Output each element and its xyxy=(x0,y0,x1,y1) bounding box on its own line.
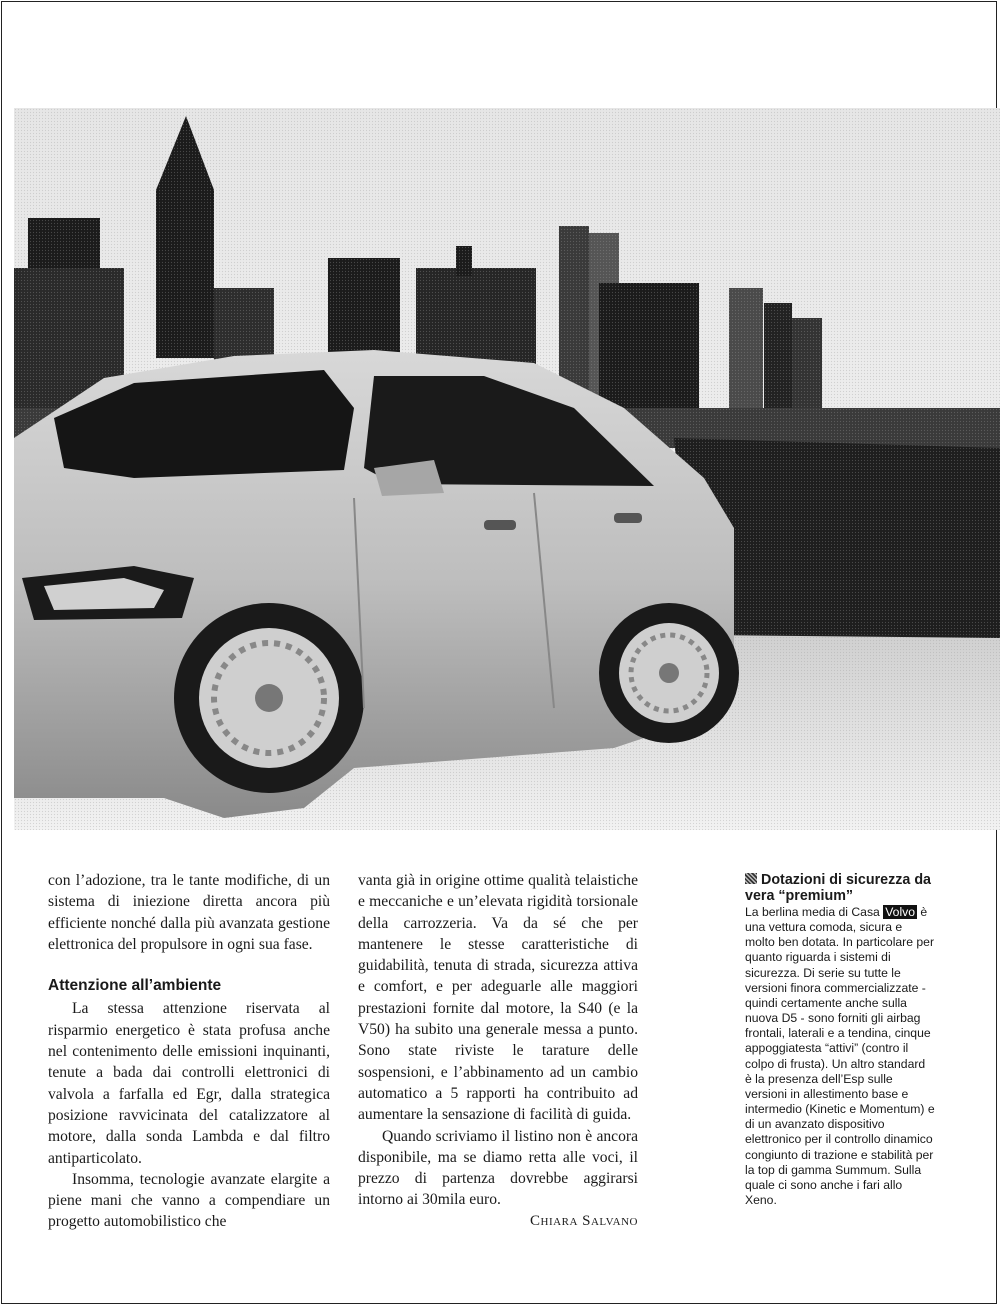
brand-highlight: Volvo xyxy=(885,905,916,919)
article-column-2 xyxy=(358,870,638,1232)
sedan-city-skyline-photo-icon xyxy=(14,108,1000,830)
article-paragraph: con l’adozione, tra le tante modifiche, di un sistema di iniezione diretta ancora più efficiente nonché dalla più avanzata gestione elettronica del propulsore in ogni sua fase. xyxy=(48,872,330,953)
sidebar-title-text: Dotazioni di sicurezza da vera “premium” xyxy=(745,872,932,904)
article-column-1 xyxy=(48,870,330,1233)
sidebar-text xyxy=(745,905,935,1208)
sidebar-text-start: La berlina media di Casa xyxy=(745,905,884,919)
article-paragraph: La stessa attenzione riservata al risparmio energetico è stata profusa anche nel contenimento delle emissioni inquinanti, tenute a bada dai controlli elettronici di valvola a farfalla ed Egr, dalla strategica posizione ravvicinata del catalizzatore al motore, dalla sonda Lambda e dal filtro antiparticolato. xyxy=(48,1000,330,1167)
article-paragraph: vanta già in origine ottime qualità telaistiche e meccaniche e un’elevata rigidità torsionale della carrozzeria. Va da sé che per mantenere le stesse caratteristiche di guidabilità, tenuta di strada, sicurezza attiva e comfort, e per adeguarle alle maggiori prestazioni fornite dal motore, la S40 (e la V50) ha subito una generale messa a punto. Sono state riviste le tarature delle sospensioni, e l’abbinamento ad un cambio automatico a 5 rapporti ha contribuito ad aumentare la sensazione di facilità di guida. xyxy=(358,872,638,1124)
sidebar-title xyxy=(745,873,935,904)
sidebar-text-rest: è una vettura comoda, sicura e molto ben dotata. In particolare per quanto riguarda i sistemi di sicurezza. Di serie su tutte le versioni finora commercializzate - quindi certamente anche sulla nuova D5 - sono forniti gli airbag frontali, laterali e a tendina, cinque appoggiatesta “attivi” (contro il colpo di frusta). Un altro standard è la presenza dell’Esp sulle versioni in allestimento base e intermedio (Kinetic e Momentum) e di un avanzato dispositivo elettronico per il controllo dinamico congiunto di trazione e stabilità per la top di gamma Summum. Sulla quale ci sono anche i fari allo Xeno. xyxy=(745,905,935,1207)
article-paragraph: Quando scriviamo il listino non è ancora disponibile, ma se diamo retta alle voci, il prezzo di partenza dovrebbe aggirarsi intorno ai 30mila euro. xyxy=(358,1127,638,1209)
section-marker-icon xyxy=(745,873,757,884)
safety-sidebar-box xyxy=(745,873,935,1208)
car-photo xyxy=(14,108,1000,830)
article-subhead: Attenzione all’ambiente xyxy=(48,977,222,995)
article-paragraph: Insomma, tecnologie avanzate elargite a piene mani che vanno a compendiare un progetto automobilistico che xyxy=(48,1170,330,1231)
article-byline: Chiara Salvano xyxy=(530,1212,638,1229)
